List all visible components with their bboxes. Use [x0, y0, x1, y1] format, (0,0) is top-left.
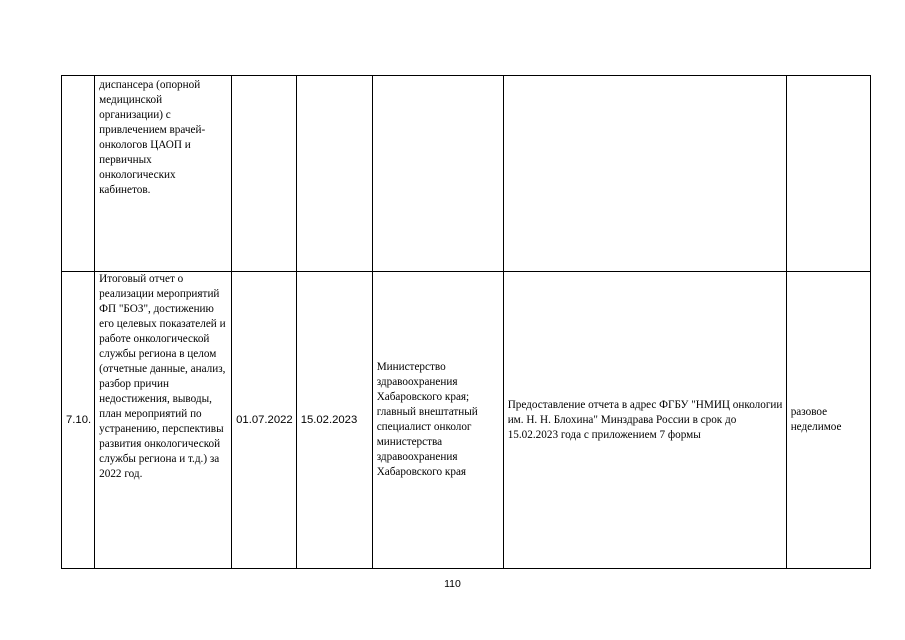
type-cell — [786, 76, 870, 272]
table-row — [62, 272, 871, 569]
responsible-cell — [372, 76, 503, 272]
start-date-cell — [232, 76, 297, 272]
table-row — [62, 76, 871, 272]
type-cell: разовое неделимое — [786, 272, 870, 569]
responsible-cell: Министерство здравоохранения Хабаровского края; главный внештатный специалист онколог министерства здравоохранения Хабаровского края — [372, 272, 503, 569]
end-date-cell: 15.02.2023 — [296, 272, 372, 569]
row-number-cell: 7.10. — [62, 272, 95, 569]
activity-table — [61, 75, 871, 569]
result-cell — [503, 76, 786, 272]
result-cell: Предоставление отчета в адрес ФГБУ "НМИЦ онкологии им. Н. Н. Блохина" Минздрава России в срок до 15.02.2023 года с приложением 7 формы — [503, 272, 786, 569]
start-date-cell: 01.07.2022 — [232, 272, 297, 569]
page-number: 110 — [444, 578, 461, 590]
activity-name-cell: диспансера (опорной медицинской организации) с привлечением врачей-онкологов ЦАОП и первичных онкологических кабинетов. — [95, 76, 232, 272]
end-date-cell — [296, 76, 372, 272]
activity-name-cell: Итоговый отчет о реализации мероприятий ФП "БОЗ", достижению его целевых показателей и работе онкологической службы региона в целом (отчетные данные, анализ, разбор причин недостижения, выводы, план мероприятий по устранению, перспективы развития онкологической службы региона и т.д.) за 2022 год. — [95, 272, 232, 569]
row-number-cell — [62, 76, 95, 272]
